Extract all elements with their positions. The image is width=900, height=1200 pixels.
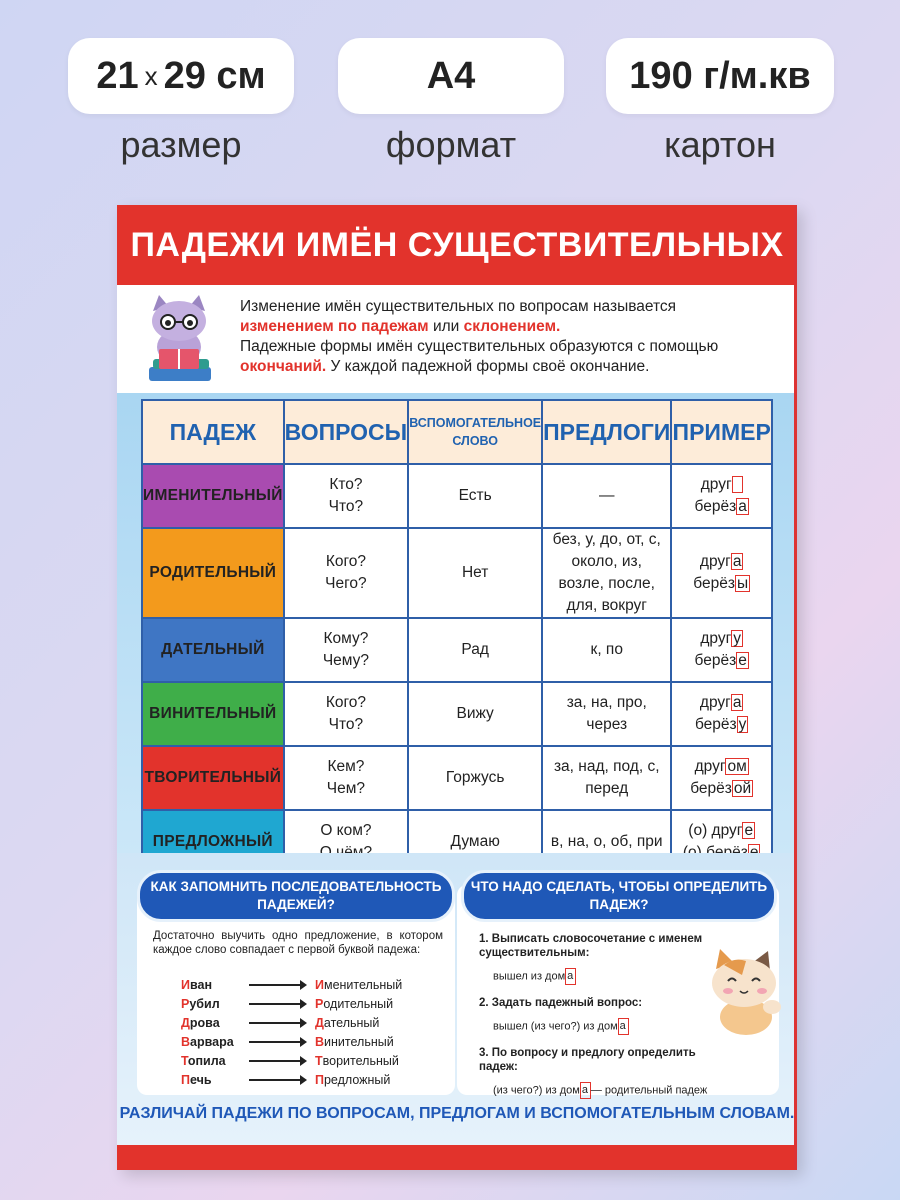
example-1-ending: ом: [727, 758, 747, 776]
mnemonic-case-rest: инительный: [324, 1034, 394, 1049]
example-2-ending: ой: [733, 780, 752, 798]
mnemonic-case: [315, 1073, 390, 1087]
mnemonic-row: [181, 1032, 431, 1051]
table-row: [142, 618, 772, 682]
mnemonic-word-rest: опила: [187, 1053, 226, 1068]
example-1-stem: друг: [700, 630, 732, 647]
intro-or: или: [428, 318, 464, 335]
step-1-example-ending: а: [565, 968, 576, 985]
prepositions-text: к, по: [590, 641, 623, 658]
mnemonic-word-first-letter: В: [181, 1034, 191, 1049]
mnemonic-word-first-letter: И: [181, 977, 190, 992]
step-3-example-tail: — родительный падеж: [590, 1084, 708, 1097]
size-multiplier: x: [144, 60, 158, 91]
arrow-right-icon: [249, 1041, 305, 1043]
intro-term-declension: склонением.: [463, 318, 561, 335]
example-2-ending: е: [738, 652, 747, 670]
question-1: О ком?: [320, 822, 372, 839]
poster-header: [117, 205, 797, 285]
mnemonic-word-first-letter: Р: [181, 996, 190, 1011]
example-1-ending: у: [733, 630, 741, 648]
step-2: 2. Задать падежный вопрос:: [479, 997, 643, 1009]
mnemonic-case-first-letter: Т: [315, 1053, 323, 1068]
prepositions-cell: [542, 528, 671, 618]
step-2-example-stem: вышел (из чего?) из дом: [493, 1020, 618, 1033]
header-prepositions: ПРЕДЛОГИ: [542, 400, 671, 464]
prepositions-text: без, у, до, от, с, около, из, возле, после, для, вокруг: [552, 531, 661, 614]
example-1-ending: а: [732, 694, 742, 712]
question-1: Кому?: [323, 630, 369, 647]
aux-word-cell: Есть: [408, 464, 542, 528]
mnemonic-case: [315, 1035, 394, 1049]
mnemonic-row: [181, 994, 431, 1013]
mnemonic-case-rest: ательный: [323, 1015, 380, 1030]
mnemonic-case-rest: менительный: [323, 977, 403, 992]
step-1: 1. Выписать словосочетание с именем существительным:: [479, 933, 703, 959]
cat-reading-illustration: [141, 293, 217, 389]
example-2-stem: берёз: [690, 780, 732, 797]
arrow-right-icon: [249, 1022, 305, 1024]
mnemonic-word: [181, 978, 249, 992]
header-example: ПРИМЕР: [671, 400, 772, 464]
prepositions-text: в, на, о, об, при: [550, 833, 663, 850]
example-1-stem: друг: [694, 758, 726, 775]
arrow-right-icon: [249, 984, 305, 986]
question-2: Чем?: [326, 780, 366, 797]
mnemonic-row: [181, 975, 431, 994]
mnemonic-case-rest: редложный: [323, 1072, 391, 1087]
mnemonic-row: [181, 1013, 431, 1032]
mnemonic-word: [181, 1073, 249, 1087]
mnemonic-word: [181, 1016, 249, 1030]
prepositions-cell: [542, 618, 671, 682]
prepositions-text: —: [598, 487, 615, 504]
table-row: [142, 746, 772, 810]
format-value: А4: [426, 54, 476, 97]
example-2-stem: берёз: [694, 716, 737, 733]
question-2: Чего?: [325, 575, 367, 592]
mnemonic-case-first-letter: И: [315, 977, 324, 992]
questions-cell: [284, 464, 409, 528]
step-2-example-ending: а: [618, 1018, 629, 1035]
arrow-right-icon: [249, 1060, 305, 1062]
size-width: 21: [96, 54, 139, 97]
case-name-cell: ПРЕДЛОЖНЫЙ: [142, 810, 284, 874]
table-row: [142, 682, 772, 746]
format-badge: [338, 38, 564, 114]
example-1-ending: [732, 476, 743, 493]
mnemonic-case: [315, 1016, 379, 1030]
example-2-stem: берёз: [694, 498, 737, 515]
aux-word-cell: Рад: [408, 618, 542, 682]
mnemonic-case: [315, 978, 402, 992]
step-3: 3. По вопросу и предлогу определить падеж:: [479, 1047, 696, 1073]
intro-line1: Изменение имён существительных по вопросам называется: [240, 298, 677, 315]
intro-term-cases: изменением по падежам: [240, 318, 429, 335]
question-2: Что?: [328, 716, 364, 733]
step-3-example: [493, 1082, 749, 1099]
question-1: Кто?: [329, 476, 363, 493]
poster-title: ПАДЕЖИ ИМЁН СУЩЕСТВИТЕЛЬНЫХ: [130, 225, 784, 264]
footer-text: РАЗЛИЧАЙ ПАДЕЖИ ПО ВОПРОСАМ, ПРЕДЛОГАМ И ВСПОМОГАТЕЛЬНЫМ СЛОВАМ.: [119, 1105, 795, 1122]
mnemonic-word-rest: рова: [189, 1015, 220, 1030]
aux-word-cell: Вижу: [408, 682, 542, 746]
example-2-stem: берёз: [694, 652, 737, 669]
mnemonic-case-first-letter: В: [315, 1034, 325, 1049]
prepositions-cell: [542, 682, 671, 746]
mnemonic-case-first-letter: Д: [315, 1015, 324, 1030]
mnemonic-case-rest: ворительный: [322, 1053, 399, 1068]
prepositions-cell: [542, 464, 671, 528]
format-caption: формат: [385, 124, 517, 165]
aux-word-cell: Горжусь: [408, 746, 542, 810]
case-name-cell: ДАТЕЛЬНЫЙ: [142, 618, 284, 682]
paper-badge: [606, 38, 834, 114]
cases-table-area: [117, 393, 797, 853]
question-2: Чему?: [322, 652, 369, 669]
case-name-cell: ТВОРИТЕЛЬНЫЙ: [142, 746, 284, 810]
mnemonic-case-first-letter: Р: [315, 996, 324, 1011]
mnemonic-row: [181, 1051, 431, 1070]
intro-term-endings: окончаний.: [240, 358, 327, 375]
example-1-stem: друг: [699, 694, 731, 711]
poster: [117, 205, 797, 1170]
paper-caption: картон: [664, 124, 776, 165]
intro-line3: У каждой падежной формы своё окончание.: [326, 358, 650, 375]
mnemonic-word-rest: ван: [189, 977, 213, 992]
questions-cell: [284, 746, 409, 810]
cat-waving-illustration: [702, 945, 784, 1037]
aux-word-cell: Нет: [408, 528, 542, 618]
question-1: Кем?: [327, 758, 365, 775]
example-2-ending: у: [738, 716, 747, 734]
example-2-stem: берёз: [693, 575, 735, 592]
intro-text: [240, 297, 785, 377]
mnemonic-word: [181, 1054, 249, 1068]
mnemonic-case-rest: одительный: [323, 996, 394, 1011]
example-2-ending: а: [738, 498, 747, 516]
aux-word-cell: Думаю: [408, 810, 542, 874]
intro-section: [117, 285, 797, 393]
example-cell: [671, 682, 772, 746]
header-aux-word: ВСПОМОГАТЕЛЬНОЕ СЛОВО: [408, 400, 542, 464]
table-header-row: [142, 400, 772, 464]
size-caption: размер: [120, 124, 242, 165]
example-1-ending: а: [732, 553, 742, 571]
example-cell: [671, 746, 772, 810]
question-1: Кого?: [325, 553, 367, 570]
arrow-right-icon: [249, 1003, 305, 1005]
mnemonic-case-first-letter: П: [315, 1072, 324, 1087]
questions-cell: [284, 618, 409, 682]
paper-value: 190 г/м.кв: [629, 54, 811, 97]
example-2-ending: ы: [736, 575, 749, 593]
footer-bar: [117, 1145, 797, 1170]
questions-cell: [284, 528, 409, 618]
example-1-stem: друг: [700, 476, 732, 493]
example-1-stem: (о) друг: [688, 822, 743, 839]
example-cell: [671, 528, 772, 618]
mnemonic-card-title: КАК ЗАПОМНИТЬ ПОСЛЕДОВАТЕЛЬНОСТЬ ПАДЕЖЕЙ?: [137, 870, 455, 922]
mnemonic-word: [181, 1035, 249, 1049]
header-questions: ВОПРОСЫ: [284, 400, 409, 464]
size-badge: [68, 38, 294, 114]
mnemonic-text: Достаточно выучить одно предложение, в котором каждое слово совпадает с первой буквой падежа:: [153, 930, 443, 956]
mnemonic-word-rest: арвара: [190, 1034, 234, 1049]
example-cell: [671, 464, 772, 528]
mnemonic-list: [181, 975, 431, 1089]
cases-table: [141, 399, 773, 875]
case-name-cell: ВИНИТЕЛЬНЫЙ: [142, 682, 284, 746]
intro-line2: Падежные формы имён существительных образуются с помощью: [240, 338, 719, 355]
table-row: [142, 464, 772, 528]
size-height: 29 см: [163, 54, 266, 97]
steps-card-title: ЧТО НАДО СДЕЛАТЬ, ЧТОБЫ ОПРЕДЕЛИТЬ ПАДЕЖ?: [461, 870, 777, 922]
prepositions-text: за, на, про, через: [566, 694, 647, 733]
mnemonic-row: [181, 1070, 431, 1089]
questions-cell: [284, 682, 409, 746]
question-1: Кого?: [325, 694, 367, 711]
example-cell: [671, 618, 772, 682]
mnemonic-case: [315, 1054, 399, 1068]
mnemonic-word-rest: ечь: [189, 1072, 212, 1087]
mnemonic-word-first-letter: П: [181, 1072, 190, 1087]
mnemonic-word-first-letter: Д: [181, 1015, 190, 1030]
step-1-example-stem: вышел из дом: [493, 970, 566, 983]
step-3-example-stem: (из чего?) из дом: [493, 1084, 580, 1097]
mnemonic-case: [315, 997, 393, 1011]
mnemonic-word-first-letter: Т: [181, 1053, 188, 1068]
case-name-cell: РОДИТЕЛЬНЫЙ: [142, 528, 284, 618]
example-1-stem: друг: [699, 553, 731, 570]
prepositions-cell: [542, 746, 671, 810]
table-row: [142, 528, 772, 618]
prepositions-text: за, над, под, с, перед: [553, 758, 660, 797]
example-1-ending: е: [744, 822, 754, 840]
header-case: ПАДЕЖ: [142, 400, 284, 464]
arrow-right-icon: [249, 1079, 305, 1081]
step-3-example-ending: а: [580, 1082, 591, 1099]
question-2: Что?: [328, 498, 364, 515]
mnemonic-word-rest: убил: [189, 996, 220, 1011]
case-name-cell: ИМЕНИТЕЛЬНЫЙ: [142, 464, 284, 528]
mnemonic-word: [181, 997, 249, 1011]
